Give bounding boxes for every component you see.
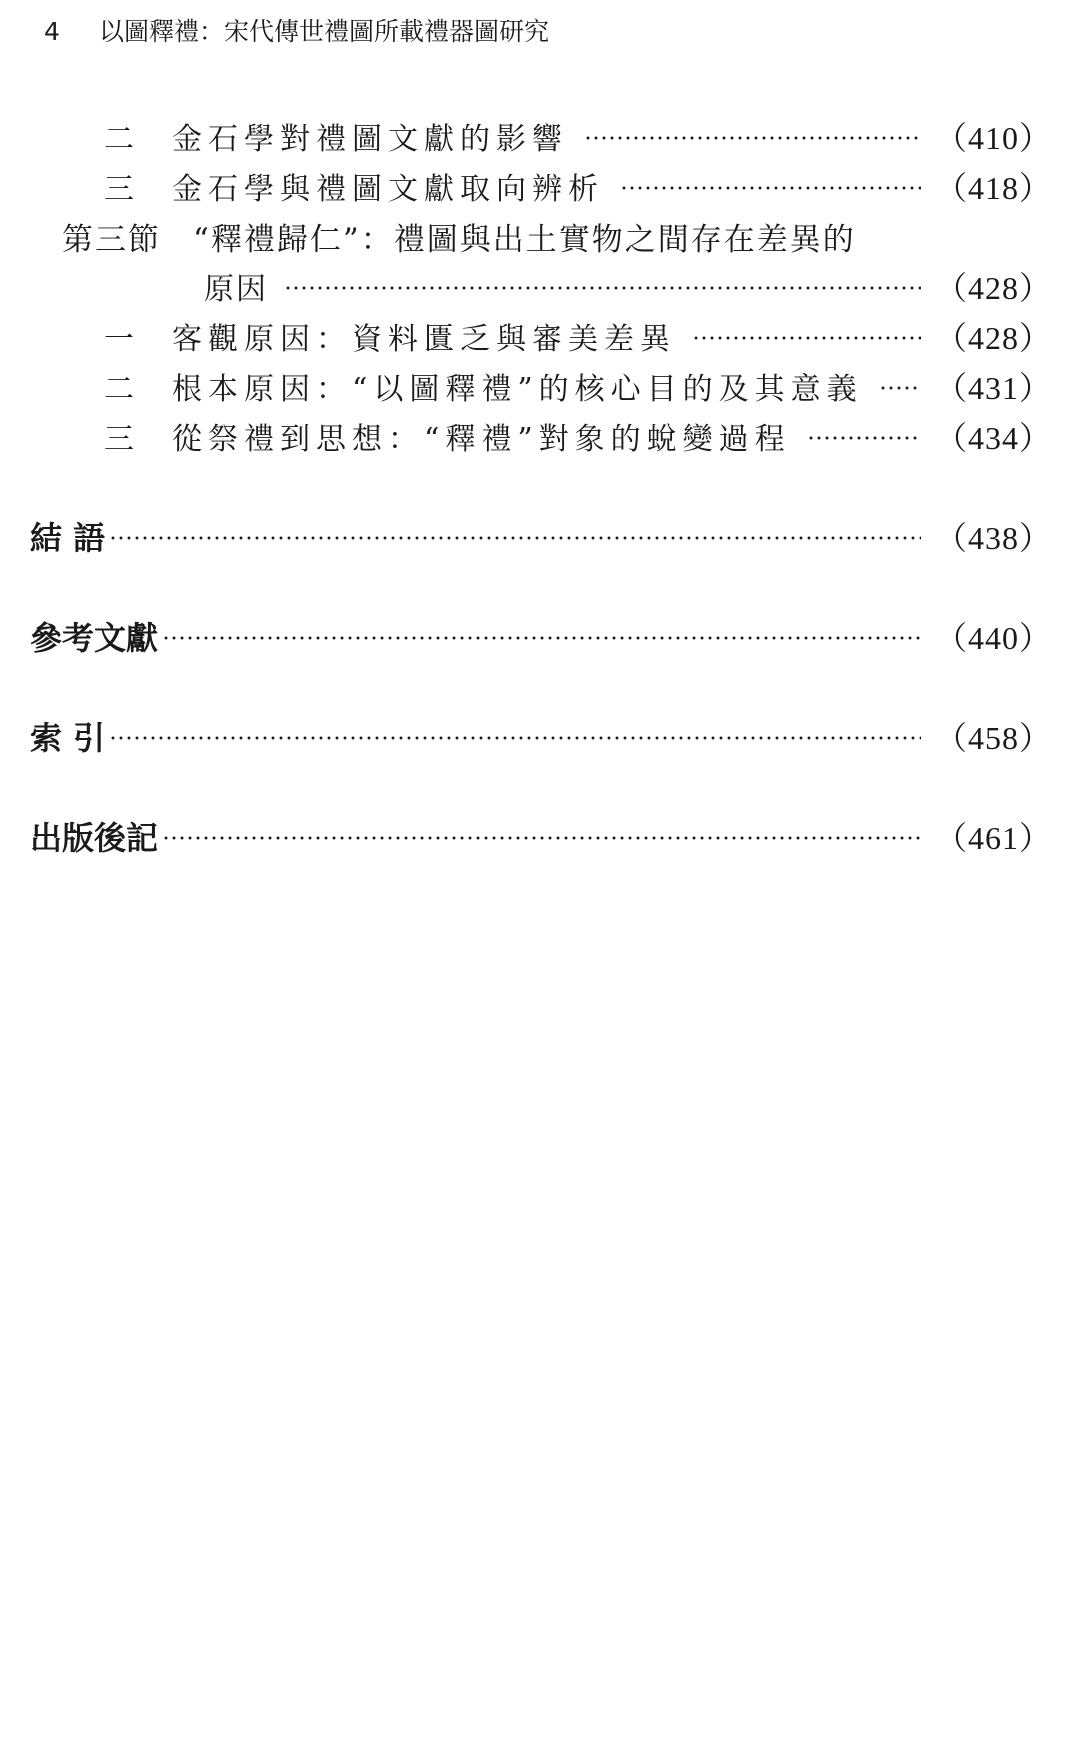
- chapter-page: （461）: [934, 820, 1052, 856]
- chapter-page: （440）: [934, 620, 1052, 656]
- chapter-entry-references[interactable]: [0, 612, 1080, 660]
- chapter-entry-afterword[interactable]: [0, 812, 1080, 860]
- section-title-continued: 原因: [204, 272, 268, 307]
- entry-number: 一: [104, 322, 138, 357]
- chapter-title: 出版後記: [30, 819, 159, 857]
- toc-entry[interactable]: [0, 312, 1080, 360]
- chapter-title: 索 引: [30, 719, 106, 757]
- chapter-page: （458）: [934, 720, 1052, 756]
- chapter-title: 結 語: [30, 519, 106, 557]
- chapter-page: （438）: [934, 520, 1052, 556]
- section-page: （428）: [934, 270, 1052, 306]
- entry-title: 從祭禮到思想：“釋禮”對象的蛻變過程: [172, 422, 791, 457]
- entry-number: 三: [104, 422, 138, 457]
- dot-leader: [584, 136, 921, 140]
- entry-title: 金石學與禮圖文獻取向辨析: [172, 172, 604, 207]
- toc-entry[interactable]: [0, 112, 1080, 160]
- dot-leader: [620, 186, 921, 190]
- entry-number: 二: [104, 122, 138, 157]
- entry-page: （410）: [934, 120, 1052, 156]
- dot-leader: [807, 436, 921, 440]
- chapter-entry-index[interactable]: [0, 712, 1080, 760]
- entry-number: 三: [104, 172, 138, 207]
- toc-entry[interactable]: [0, 162, 1080, 210]
- entry-page: （431）: [934, 370, 1052, 406]
- dot-leader: [284, 286, 921, 290]
- section-number: 第三節: [62, 221, 161, 258]
- entry-page: （434）: [934, 420, 1052, 456]
- toc-entry[interactable]: [0, 412, 1080, 460]
- entry-title: 金石學對禮圖文獻的影響: [172, 122, 568, 157]
- dot-leader: [692, 336, 921, 340]
- running-head: [44, 14, 549, 50]
- dot-leader: [109, 736, 921, 740]
- dot-leader: [162, 836, 921, 840]
- dot-leader: [109, 536, 921, 540]
- entry-page: （418）: [934, 170, 1052, 206]
- chapter-title: 參考文獻: [30, 619, 159, 657]
- entry-title: 客觀原因：資料匱乏與審美差異: [172, 322, 676, 357]
- entry-page: （428）: [934, 320, 1052, 356]
- chapter-entry-conclusion[interactable]: [0, 512, 1080, 560]
- section-title: “釋禮歸仁”：禮圖與出土實物之間存在差異的: [193, 221, 856, 258]
- book-title: 以圖釋禮：宋代傳世禮圖所載禮器圖研究: [99, 17, 550, 46]
- entry-title: 根本原因：“以圖釋禮”的核心目的及其意義: [172, 372, 863, 407]
- section-heading[interactable]: [62, 211, 856, 261]
- dot-leader: [162, 636, 921, 640]
- entry-number: 二: [104, 372, 138, 407]
- page-number: 4: [44, 17, 60, 46]
- toc-entry[interactable]: [0, 362, 1080, 410]
- dot-leader: [879, 386, 921, 390]
- section-continuation[interactable]: [0, 262, 1080, 310]
